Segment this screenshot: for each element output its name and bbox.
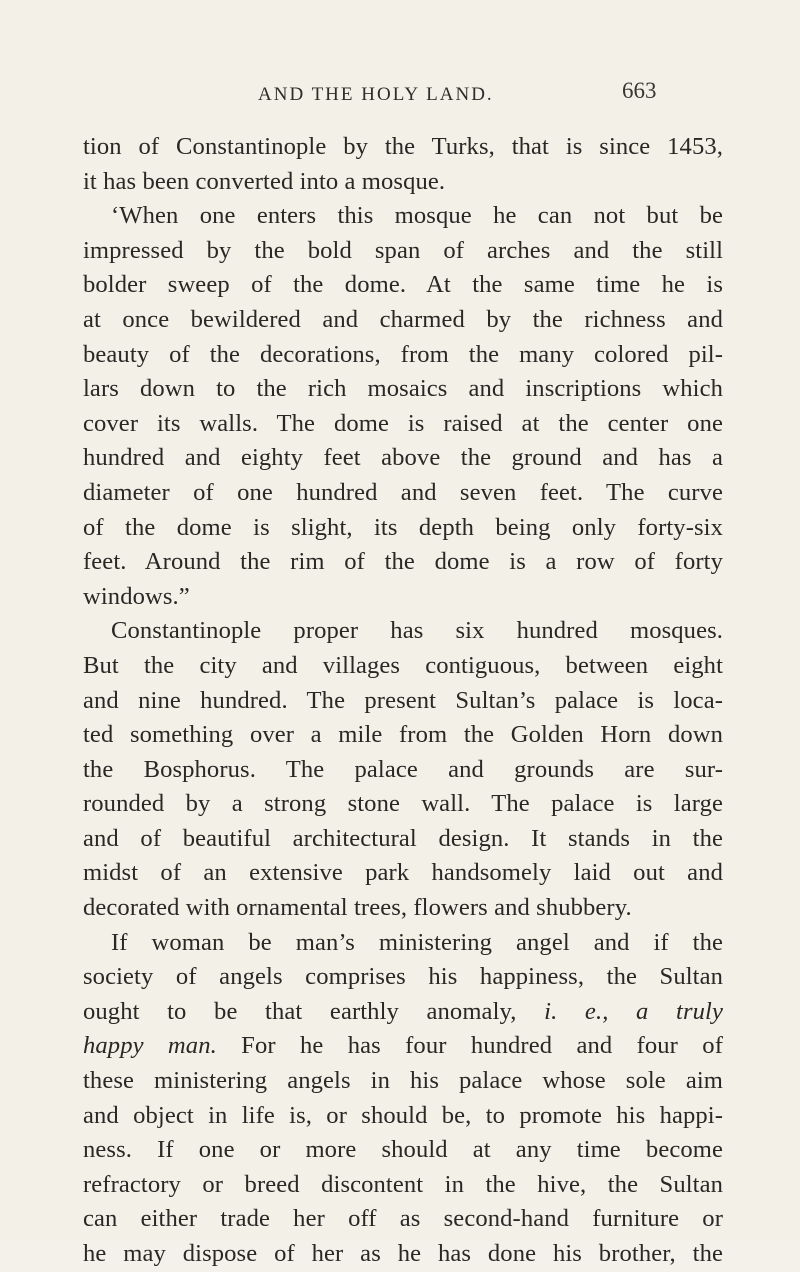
text-line: If woman be man’s ministering angel and if the	[111, 928, 723, 956]
text-line: and nine hundred. The present Sultan’s palace is loca-	[83, 686, 723, 714]
text-line: But the city and villages contiguous, between eight	[83, 651, 723, 679]
text-line: he may dispose of her as he has done his brother, the	[83, 1240, 723, 1267]
text-line: decorated with ornamental trees, flowers and shubbery.	[83, 894, 632, 922]
text-line: and object in life is, or should be, to promote his happi-	[83, 1101, 723, 1129]
text-line: it has been converted into a mosque.	[83, 167, 446, 195]
text-line: hundred and eighty feet above the ground and has a	[83, 444, 723, 472]
text-line: midst of an extensive park handsomely laid out and	[83, 859, 723, 887]
text-line: ted something over a mile from the Golden Horn down	[83, 721, 723, 749]
text-line: rounded by a strong stone wall. The palace is large	[83, 790, 723, 818]
text-line: at once bewildered and charmed by the richness and	[83, 305, 723, 333]
text-line: refractory or breed discontent in the hive, the Sultan	[83, 1170, 723, 1198]
running-head: AND THE HOLY LAND.	[258, 84, 494, 105]
text-line: windows.”	[83, 582, 190, 610]
text-line: ‘When one enters this mosque he can not but be	[111, 202, 723, 230]
italic-phrase: i. e., a truly	[544, 997, 723, 1025]
text-line: and of beautiful architectural design. It stands in the	[83, 824, 723, 852]
text-line: ness. If one or more should at any time become	[83, 1136, 723, 1164]
text-line: Constantinople proper has six hundred mosques.	[111, 617, 723, 645]
body-text	[83, 130, 723, 1272]
text-line-mixed	[83, 1029, 723, 1064]
text-line: bolder sweep of the dome. At the same time he is	[83, 271, 723, 299]
text-line: lars down to the rich mosaics and inscriptions which	[83, 375, 723, 403]
page-number: 663	[622, 78, 657, 103]
text-line: beauty of the decorations, from the many colored pil-	[83, 340, 723, 368]
text-line: cover its walls. The dome is raised at the center one	[83, 409, 723, 437]
text-line: impressed by the bold span of arches and the still	[83, 236, 723, 264]
text-line: can either trade her off as second-hand furniture or	[83, 1205, 723, 1233]
text-line: feet. Around the rim of the dome is a row of forty	[83, 548, 723, 576]
text-line: tion of Constantinople by the Turks, that is since 1453,	[83, 133, 723, 160]
text-line: these ministering angels in his palace whose sole aim	[83, 1067, 723, 1095]
text-line: of the dome is slight, its depth being only forty-six	[83, 513, 723, 541]
text-fragment: For he has four hundred and four of	[216, 1032, 723, 1060]
text-line: society of angels comprises his happiness, the Sultan	[83, 963, 723, 991]
text-line: diameter of one hundred and seven feet. The curve	[83, 478, 723, 506]
text-line-mixed	[83, 995, 723, 1030]
italic-phrase: happy man.	[83, 1032, 217, 1060]
text-line: the Bosphorus. The palace and grounds are sur-	[83, 755, 723, 783]
text-fragment: ought to be that earthly anomaly,	[83, 997, 545, 1025]
